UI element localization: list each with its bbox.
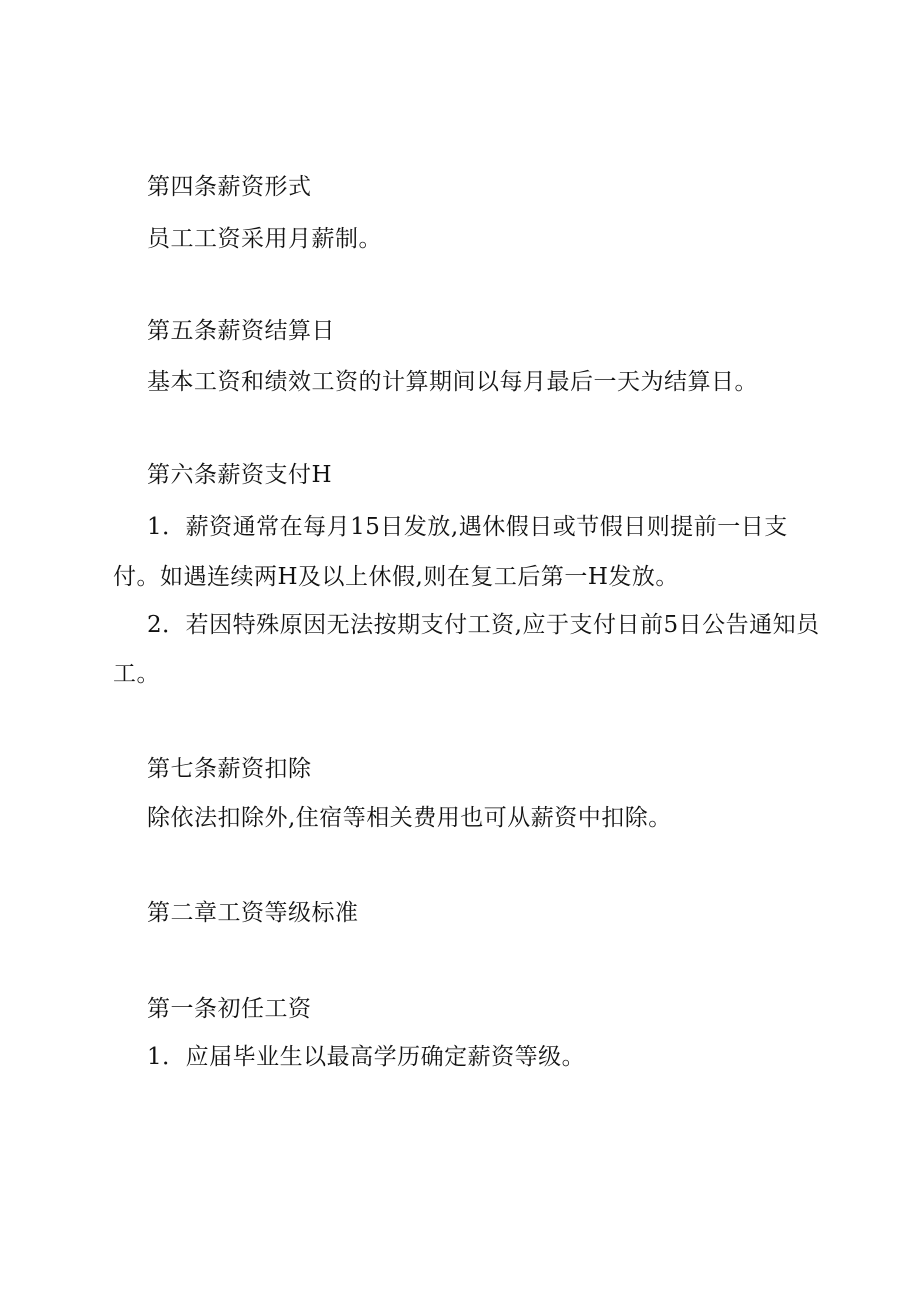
article-6-item-2-line-2: 工。 — [113, 661, 160, 687]
article-6-item-2-line-1: 2．若因特殊原因无法按期支付工资,应于支付日前5日公告通知员 — [147, 612, 820, 638]
chapter-2-heading: 第二章工资等级标准 — [147, 900, 359, 926]
article-7-body: 除依法扣除外,住宿等相关费用也可从薪资中扣除。 — [147, 805, 672, 831]
chapter-2-article-1-heading: 第一条初任工资 — [147, 996, 312, 1022]
article-4-heading: 第四条薪资形式 — [147, 174, 312, 200]
article-5-heading: 第五条薪资结算日 — [147, 318, 335, 344]
chapter-2-article-1-item-1: 1．应届毕业生以最高学历确定薪资等级。 — [147, 1044, 586, 1070]
article-6-item-1-line-2: 付。如遇连续两H及以上休假,则在复工后第一H发放。 — [113, 564, 679, 590]
article-6-item-1-line-1: 1．薪资通常在每月15日发放,遇休假日或节假日则提前一日支 — [147, 514, 788, 540]
article-7-heading: 第七条薪资扣除 — [147, 756, 312, 782]
article-5-body: 基本工资和绩效工资的计算期间以每月最后一天为结算日。 — [147, 369, 758, 395]
article-6-heading: 第六条薪资支付H — [147, 462, 333, 488]
article-4-body: 员工工资采用月薪制。 — [147, 226, 382, 252]
